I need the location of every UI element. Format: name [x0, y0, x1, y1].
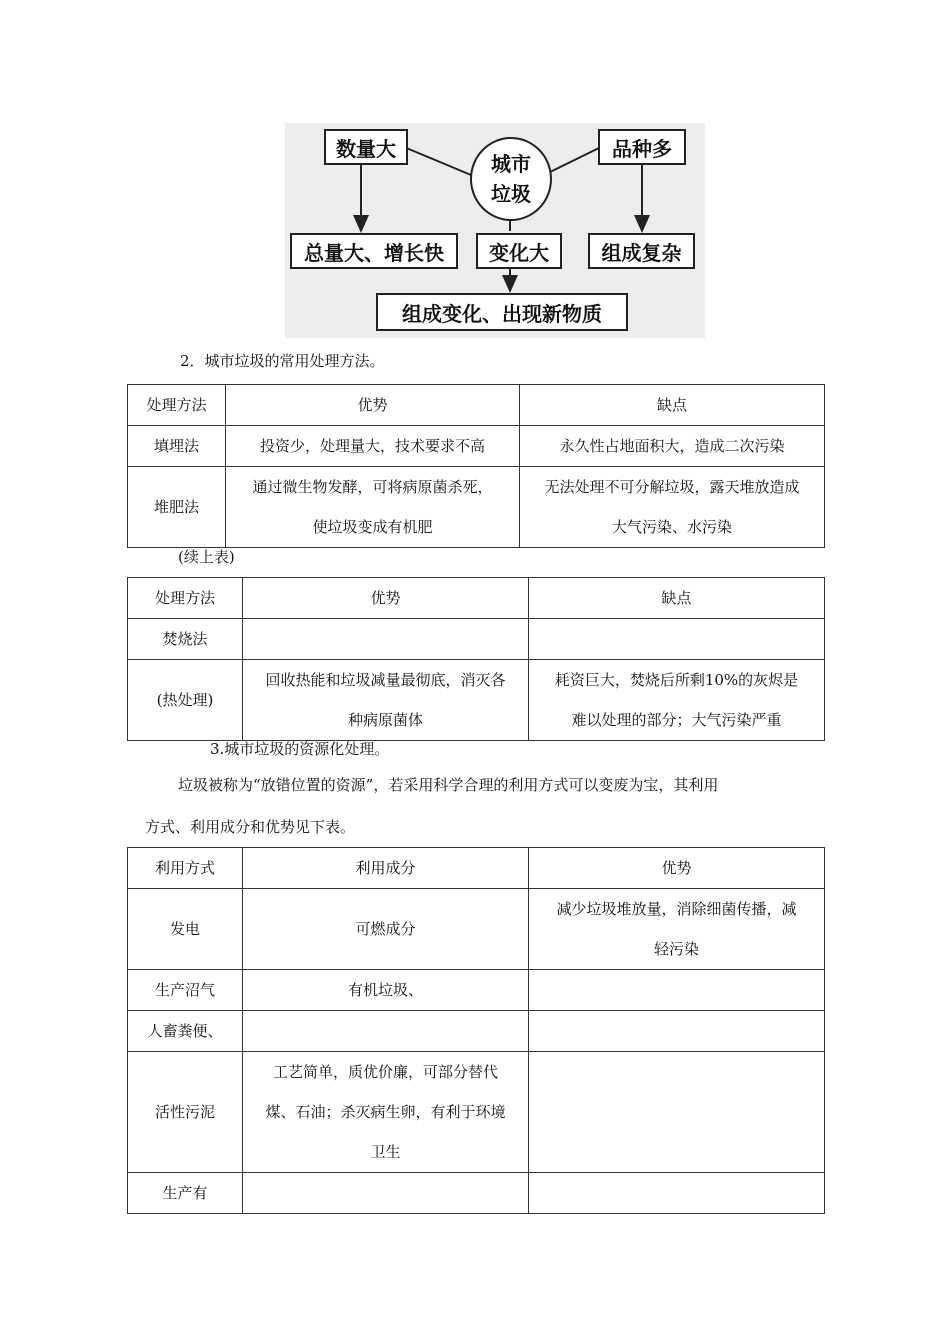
- continued-label: (续上表): [178, 548, 235, 566]
- cell-method: 堆肥法: [128, 467, 226, 548]
- table-row: [128, 660, 825, 741]
- paragraph-line-2: 方式、利用成分和优势见下表。: [145, 818, 356, 836]
- cell-method: 焚烧法: [128, 619, 243, 660]
- cell-advantage: [529, 970, 825, 1011]
- header-method: 处理方法: [128, 385, 226, 426]
- table-header-row: [128, 385, 825, 426]
- box-change-large: 变化大: [476, 233, 562, 269]
- treatment-table-2: [127, 577, 825, 741]
- header-disadvantage: 缺点: [529, 578, 825, 619]
- box-total-growth: 总量大、增长快: [290, 233, 458, 269]
- header-advantage: 优势: [226, 385, 520, 426]
- cell-component: 可燃成分: [243, 889, 529, 970]
- header-advantage: 优势: [243, 578, 529, 619]
- cell-line: 卫生: [370, 1143, 401, 1161]
- city-waste-diagram: [285, 123, 705, 338]
- cell-disadvantage: [520, 467, 825, 548]
- cell-method: (热处理): [128, 660, 243, 741]
- section2-heading: 2．城市垃圾的常用处理方法。: [180, 352, 385, 370]
- link-left-line: [404, 147, 471, 175]
- cell-line: 大气污染、水污染: [611, 518, 732, 536]
- cell-method: 填埋法: [128, 426, 226, 467]
- cell-method: 生产有: [128, 1173, 243, 1214]
- center-circle: [470, 137, 552, 221]
- table-row: [128, 1011, 825, 1052]
- table-header-row: [128, 848, 825, 889]
- table-row: [128, 426, 825, 467]
- link-right-line: [548, 147, 601, 173]
- cell-disadvantage: [529, 619, 825, 660]
- cell-advantage: [529, 889, 825, 970]
- cell-line: 种病原菌体: [347, 711, 423, 729]
- paragraph-line-1: 垃圾被称为“放错位置的资源”，若采用科学合理的利用方式可以变废为宝，其利用: [178, 776, 719, 794]
- cell-disadvantage: 永久性占地面积大，造成二次污染: [520, 426, 825, 467]
- header-advantage: 优势: [529, 848, 825, 889]
- table-row: [128, 467, 825, 548]
- cell-line: 难以处理的部分；大气污染严重: [571, 711, 782, 729]
- cell-advantage: [529, 1173, 825, 1214]
- cell-component: [243, 1052, 529, 1173]
- table-row: [128, 1173, 825, 1214]
- cell-advantage: [243, 619, 529, 660]
- box-variety-many: 品种多: [598, 129, 686, 165]
- cell-line: 减少垃圾堆放量，消除细菌传播，减: [556, 900, 797, 918]
- cell-advantage: 投资少，处理量大，技术要求不高: [226, 426, 520, 467]
- section3-heading: 3.城市垃圾的资源化处理。: [210, 740, 390, 758]
- utilization-table: [127, 847, 825, 1214]
- cell-line: 耗资巨大，焚烧后所剩10%的灰烬是: [554, 671, 799, 689]
- cell-line: 通过微生物发酵，可将病原菌杀死，: [252, 478, 493, 496]
- table-header-row: [128, 578, 825, 619]
- cell-method: 人畜粪便、: [128, 1011, 243, 1052]
- center-line-1: 城市: [491, 152, 531, 176]
- center-line-2: 垃圾: [491, 182, 531, 206]
- cell-component: [243, 1173, 529, 1214]
- box-new-substances: 组成变化、出现新物质: [376, 293, 628, 331]
- cell-component: 有机垃圾、: [243, 970, 529, 1011]
- cell-line: 无法处理不可分解垃圾，露天堆放造成: [544, 478, 800, 496]
- box-quantity-large: 数量大: [324, 129, 408, 165]
- cell-line: 使垃圾变成有机肥: [312, 518, 433, 536]
- table-row: [128, 889, 825, 970]
- cell-method: 发电: [128, 889, 243, 970]
- cell-advantage: [226, 467, 520, 548]
- header-disadvantage: 缺点: [520, 385, 825, 426]
- cell-line: 回收热能和垃圾减量最彻底，消灭各: [265, 671, 506, 689]
- cell-method: 活性污泥: [128, 1052, 243, 1173]
- treatment-table-1: [127, 384, 825, 548]
- table-row: [128, 970, 825, 1011]
- cell-advantage: [243, 660, 529, 741]
- table-row: [128, 619, 825, 660]
- cell-advantage: [529, 1052, 825, 1173]
- cell-line: 工艺简单，质优价廉，可部分替代: [272, 1063, 498, 1081]
- cell-component: [243, 1011, 529, 1052]
- header-component: 利用成分: [243, 848, 529, 889]
- box-complex: 组成复杂: [588, 233, 695, 269]
- cell-line: 轻污染: [653, 940, 699, 958]
- cell-line: 煤、石油；杀灭病生卵，有利于环境: [265, 1103, 506, 1121]
- cell-method: 生产沼气: [128, 970, 243, 1011]
- header-method: 利用方式: [128, 848, 243, 889]
- cell-advantage: [529, 1011, 825, 1052]
- cell-disadvantage: [529, 660, 825, 741]
- table-row: [128, 1052, 825, 1173]
- header-method: 处理方法: [128, 578, 243, 619]
